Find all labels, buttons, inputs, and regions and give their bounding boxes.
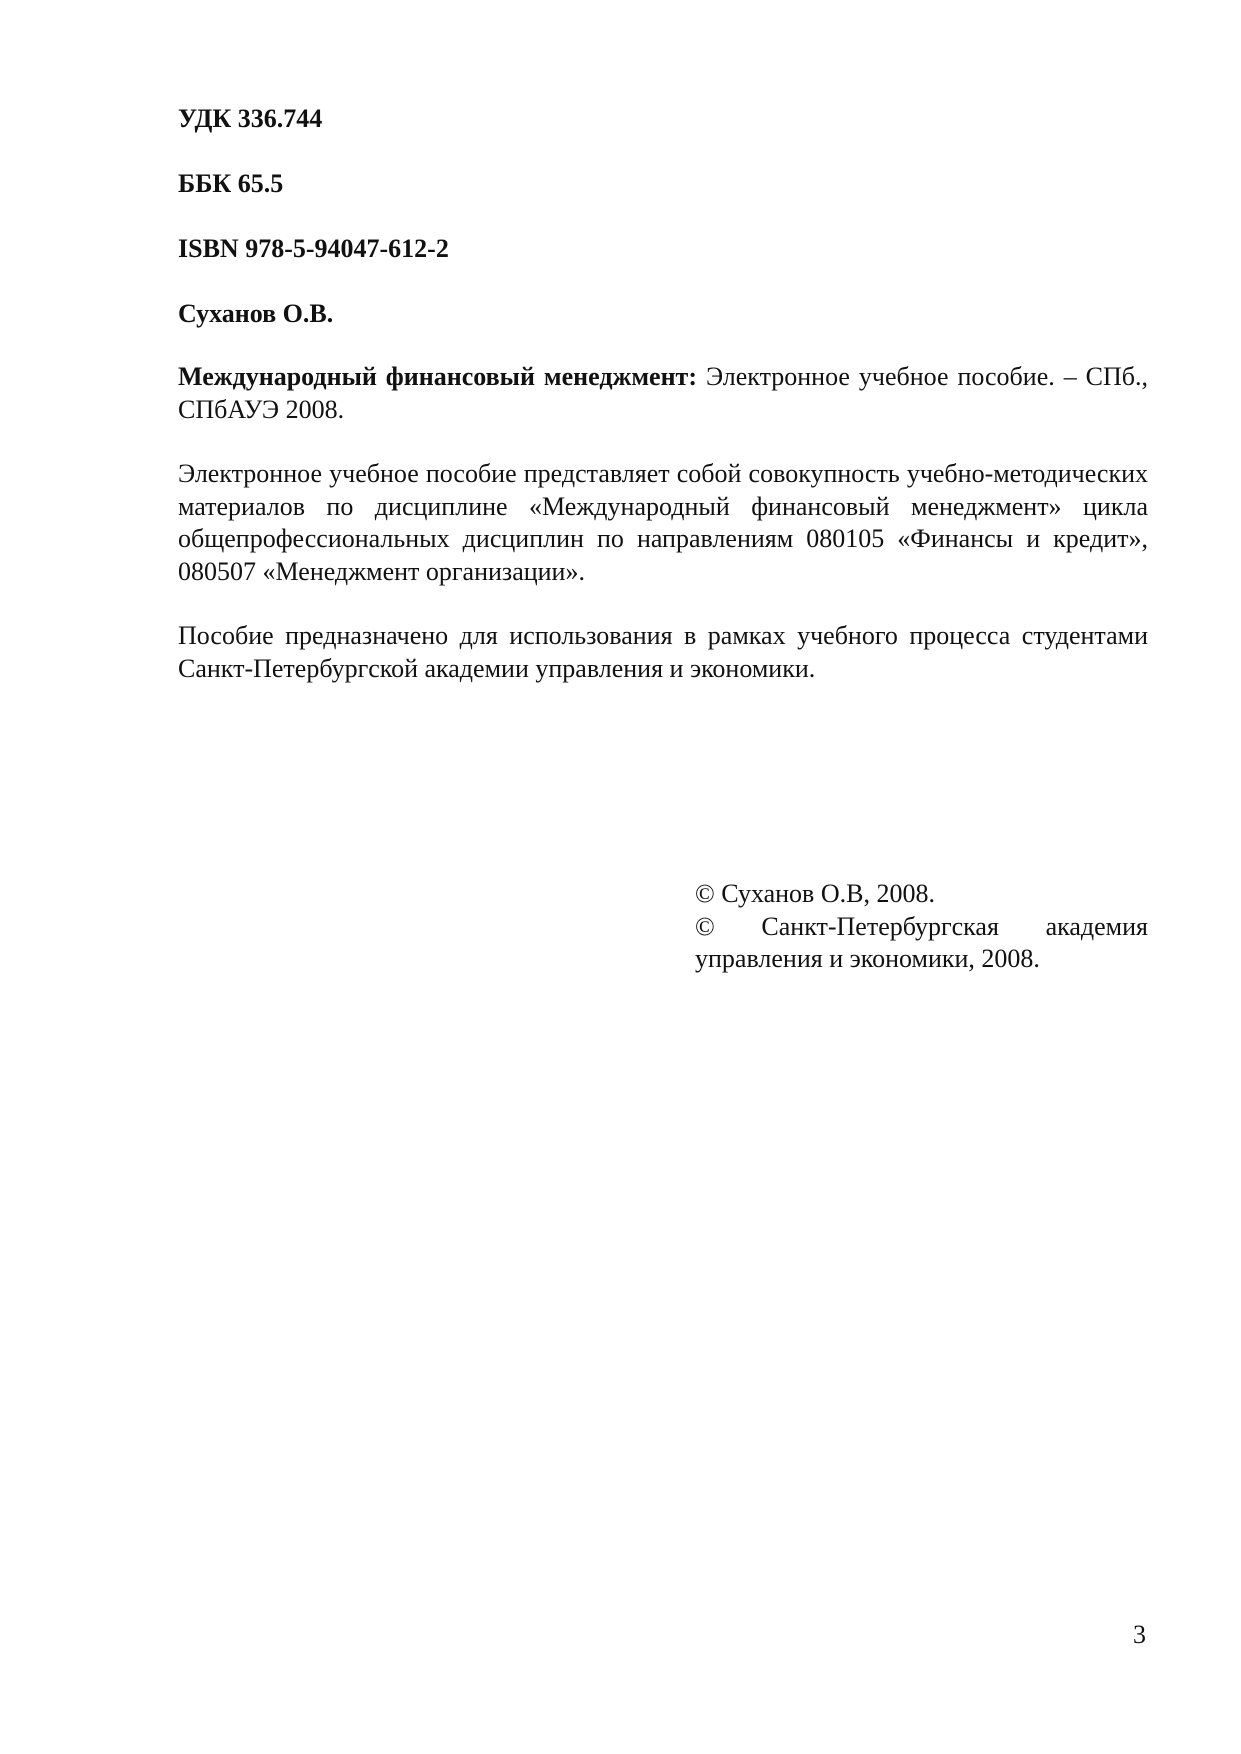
bbk-code: ББК 65.5 bbox=[178, 169, 284, 198]
citation-rest: Электронное учебное пособие. – СПб., СПбАУЭ 2008. bbox=[178, 362, 1148, 424]
author: Суханов О.В. bbox=[178, 299, 334, 328]
purpose-paragraph: Пособие предназначено для использования в рамках учебного процесса студентами Санкт-Петербургской академии управления и экономики. bbox=[178, 621, 1148, 683]
udk-code: УДК 336.744 bbox=[178, 104, 323, 133]
copyright-academy: © Санкт-Петербургская академия bbox=[695, 911, 1148, 941]
copyright-academy-cont: управления и экономики, 2008. bbox=[695, 944, 1040, 973]
abstract-paragraph: Электронное учебное пособие представляет собой совокупность учебно-методических материалов по дисциплине «Международный финансовый менеджмент» цикла общепрофессиональных дисциплин по направлениям 080105 «Финансы и кредит», 080507 «Менеджмент организации». bbox=[178, 459, 1148, 586]
copyright-author: © Суханов О.В, 2008. bbox=[695, 879, 935, 908]
copyright-block bbox=[695, 878, 1148, 976]
citation bbox=[178, 361, 1148, 426]
citation-title: Международный финансовый менеджмент: bbox=[178, 362, 697, 391]
page-number: 3 bbox=[1133, 1620, 1146, 1649]
isbn: ISBN 978-5-94047-612-2 bbox=[178, 234, 449, 263]
